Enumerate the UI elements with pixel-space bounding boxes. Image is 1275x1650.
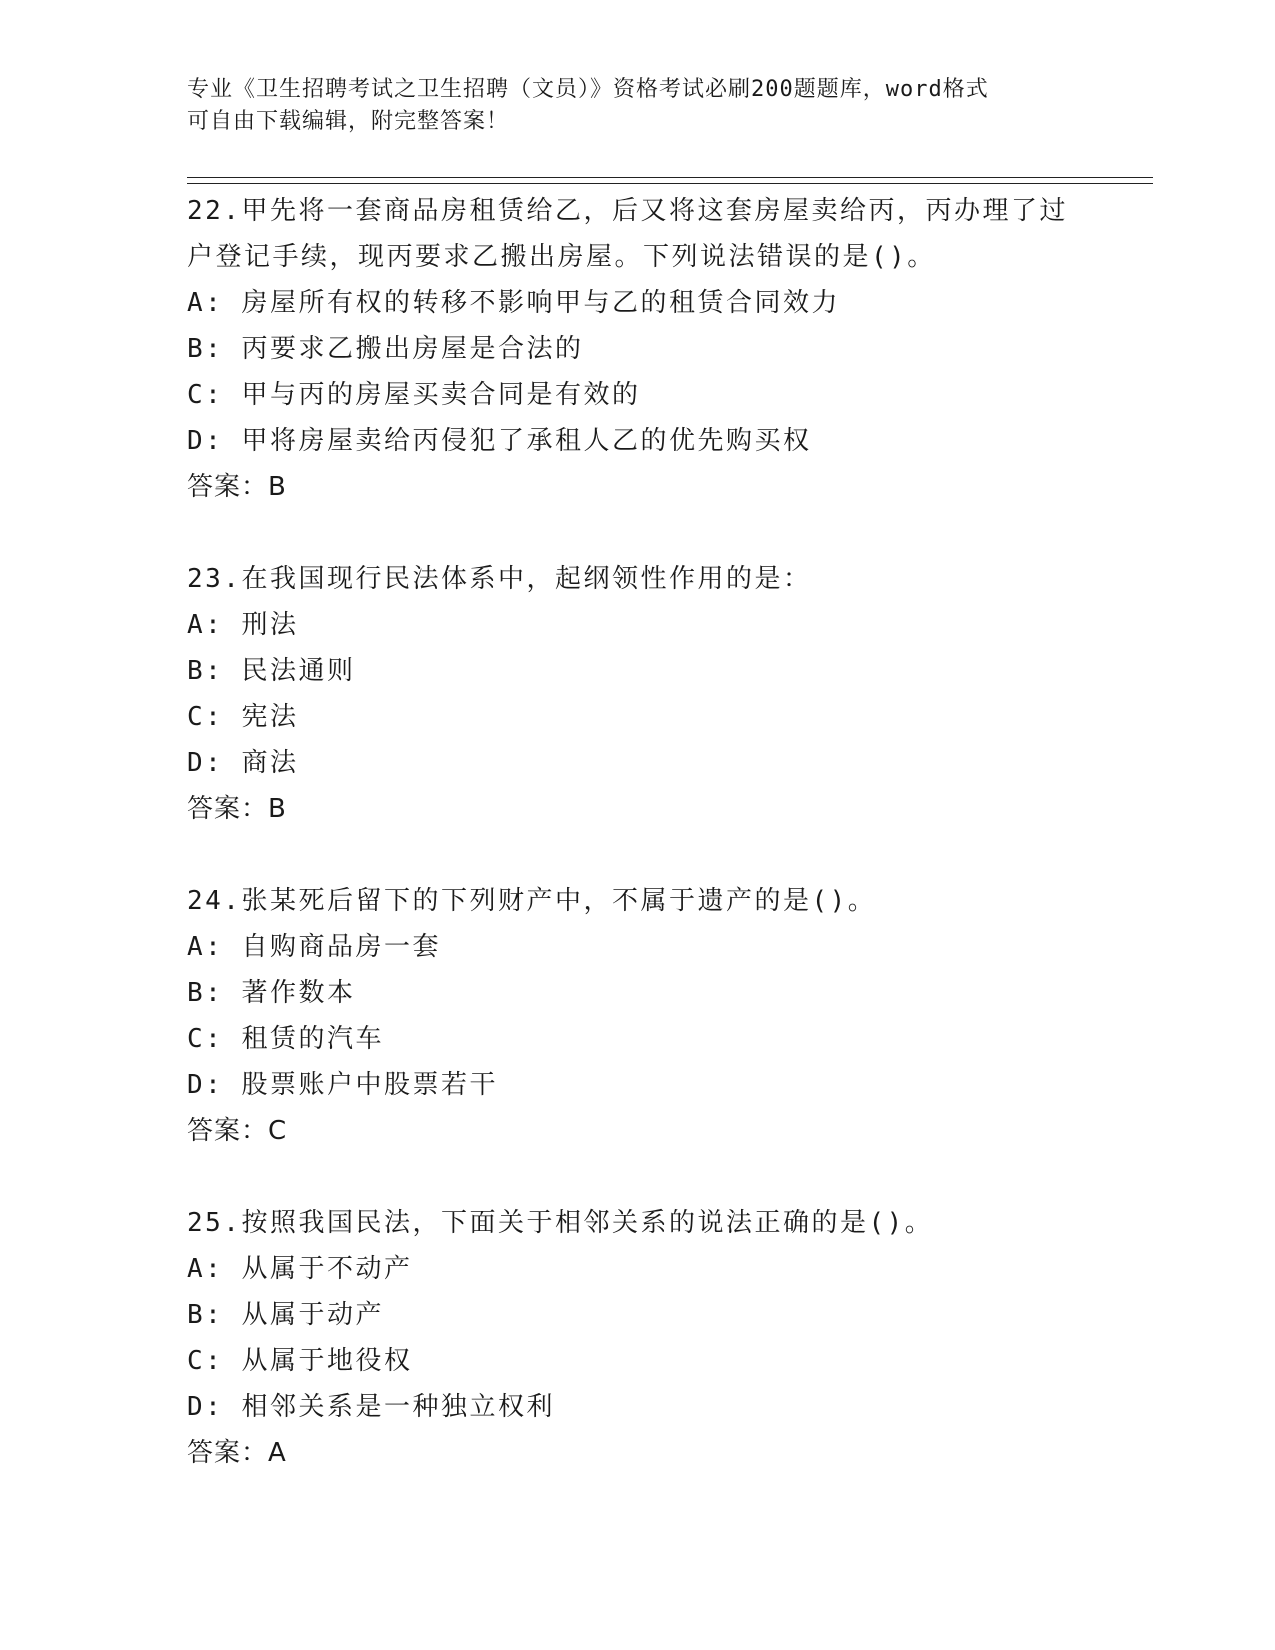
option-b: B: 丙要求乙搬出房屋是合法的 — [187, 334, 584, 364]
option-b: B: 民法通则 — [187, 656, 356, 686]
option-a: A: 从属于不动产 — [187, 1254, 413, 1284]
answer: 答案：C — [187, 1116, 288, 1146]
answer: 答案：B — [187, 794, 287, 824]
question-stem: 户登记手续，现丙要求乙搬出房屋。下列说法错误的是()。 — [187, 242, 936, 272]
header-line-1: 专业《卫生招聘考试之卫生招聘（文员）》资格考试必刷200题题库，word格式 — [187, 77, 989, 102]
option-a: A: 刑法 — [187, 610, 299, 640]
option-c: C: 宪法 — [187, 702, 299, 732]
option-d: D: 商法 — [187, 748, 299, 778]
option-a: A: 自购商品房一套 — [187, 932, 441, 962]
option-c: C: 租赁的汽车 — [187, 1024, 384, 1054]
option-c: C: 甲与丙的房屋买卖合同是有效的 — [187, 380, 641, 410]
option-d: D: 股票账户中股票若干 — [187, 1070, 498, 1100]
option-b: B: 从属于动产 — [187, 1300, 384, 1330]
option-c: C: 从属于地役权 — [187, 1346, 413, 1376]
question-stem: 23.在我国现行民法体系中，起纲领性作用的是： — [187, 564, 812, 594]
option-a: A: 房屋所有权的转移不影响甲与乙的租赁合同效力 — [187, 288, 840, 318]
document-header — [187, 74, 1087, 138]
question-22 — [187, 188, 1087, 510]
option-d: D: 相邻关系是一种独立权利 — [187, 1392, 555, 1422]
header-line-2: 可自由下载编辑，附完整答案！ — [187, 109, 510, 134]
question-stem: 25.按照我国民法，下面关于相邻关系的说法正确的是()。 — [187, 1208, 934, 1238]
question-24 — [187, 878, 1087, 1154]
question-23 — [187, 556, 1087, 832]
header-divider-bottom — [187, 183, 1153, 184]
option-b: B: 著作数本 — [187, 978, 356, 1008]
answer: 答案：A — [187, 1438, 287, 1468]
question-list — [187, 188, 1087, 1476]
question-stem: 24.张某死后留下的下列财产中，不属于遗产的是()。 — [187, 886, 877, 916]
question-stem: 22.甲先将一套商品房租赁给乙，后又将这套房屋卖给丙，丙办理了过 — [187, 196, 1068, 226]
question-25 — [187, 1200, 1087, 1476]
header-divider-top — [187, 177, 1153, 178]
option-d: D: 甲将房屋卖给丙侵犯了承租人乙的优先购买权 — [187, 426, 812, 456]
answer: 答案：B — [187, 472, 287, 502]
